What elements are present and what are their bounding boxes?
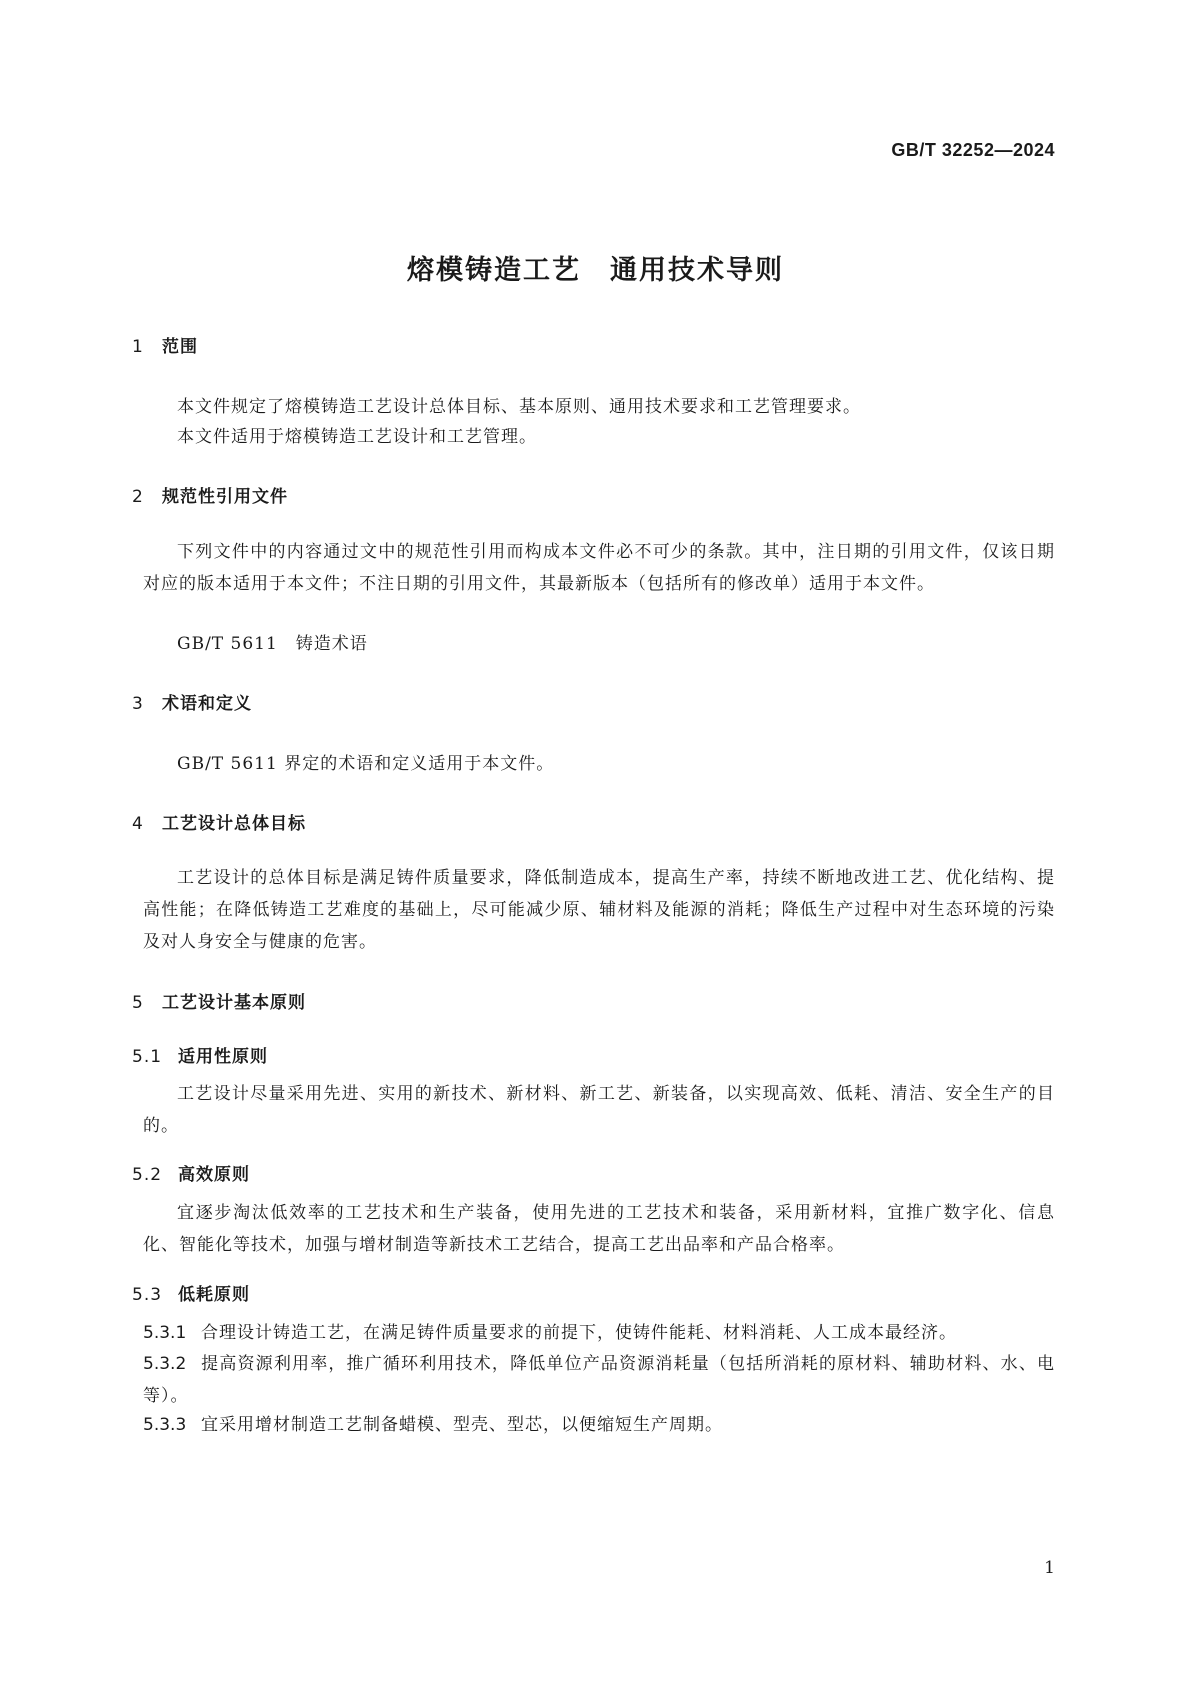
clause-5-3-1 (143, 1317, 1055, 1349)
clause-text: 提高资源利用率，推广循环利用技术，降低单位产品资源消耗量（包括所消耗的原材料、辅助材料、水、电等）。 (143, 1354, 1055, 1406)
section-title: 工艺设计总体目标 (162, 814, 306, 834)
paragraph: 宜逐步淘汰低效率的工艺技术和生产装备，使用先进的工艺技术和装备，采用新材料，宜推广数字化、信息化、智能化等技术，加强与增材制造等新技术工艺结合，提高工艺出品率和产品合格率。 (143, 1203, 1055, 1255)
clause-text: 宜采用增材制造工艺制备蜡模、型壳、型芯，以便缩短生产周期。 (201, 1415, 723, 1435)
clause-number: 5.3.3 (143, 1415, 187, 1435)
section-number: 2 (132, 487, 144, 507)
paragraph: 工艺设计尽量采用先进、实用的新技术、新材料、新工艺、新装备，以实现高效、低耗、清洁、安全生产的目的。 (143, 1084, 1055, 1136)
section-title: 术语和定义 (162, 694, 252, 714)
section-title: 高效原则 (178, 1165, 250, 1185)
subsection-5-1-heading (132, 1042, 268, 1067)
paragraph-line: 本文件适用于熔模铸造工艺设计和工艺管理。 (177, 427, 537, 447)
clause-number: 5.3.2 (143, 1354, 187, 1374)
section-number: 4 (132, 814, 144, 834)
section-1-heading (132, 332, 198, 357)
section-4-heading (132, 809, 306, 834)
section-title: 范围 (162, 337, 198, 357)
section-number: 1 (132, 337, 144, 357)
section-title: 适用性原则 (178, 1047, 268, 1067)
paragraph: 工艺设计的总体目标是满足铸件质量要求，降低制造成本，提高生产率，持续不断地改进工艺、优化结构、提高性能；在降低铸造工艺难度的基础上，尽可能减少原、辅材料及能源的消耗；降低生产过程中对生态环境的污染及对人身安全与健康的危害。 (143, 868, 1055, 952)
paragraph-line: 本文件规定了熔模铸造工艺设计总体目标、基本原则、通用技术要求和工艺管理要求。 (177, 397, 861, 417)
section-title: 工艺设计基本原则 (162, 993, 306, 1013)
section-number: 5.3 (132, 1285, 163, 1305)
section-2-heading (132, 482, 288, 507)
clause-text: 合理设计铸造工艺，在满足铸件质量要求的前提下，使铸件能耗、材料消耗、人工成本最经济。 (201, 1323, 957, 1343)
section-3-heading (132, 689, 252, 714)
section-title: 低耗原则 (178, 1285, 250, 1305)
reference-item: GB/T 5611 铸造术语 (177, 634, 368, 654)
subsection-5-2-heading (132, 1160, 250, 1185)
page-number: 1 (1044, 1558, 1055, 1578)
paragraph: 下列文件中的内容通过文中的规范性引用而构成本文件必不可少的条款。其中，注日期的引用文件，仅该日期对应的版本适用于本文件；不注日期的引用文件，其最新版本（包括所有的修改单）适用于本文件。 (143, 542, 1055, 594)
section-number: 5 (132, 993, 144, 1013)
section-number: 5.2 (132, 1165, 163, 1185)
section-number: 3 (132, 694, 144, 714)
subsection-5-3-heading (132, 1280, 250, 1305)
document-title: 熔模铸造工艺 通用技术导则 (407, 255, 784, 286)
standard-code: GB/T 32252—2024 (891, 140, 1055, 160)
paragraph-line: GB/T 5611 界定的术语和定义适用于本文件。 (177, 754, 555, 774)
section-5-heading (132, 988, 306, 1013)
section-title: 规范性引用文件 (162, 487, 288, 507)
section-number: 5.1 (132, 1047, 163, 1067)
clause-5-3-2 (143, 1348, 1055, 1412)
clause-5-3-3 (143, 1409, 1055, 1441)
clause-number: 5.3.1 (143, 1323, 187, 1343)
